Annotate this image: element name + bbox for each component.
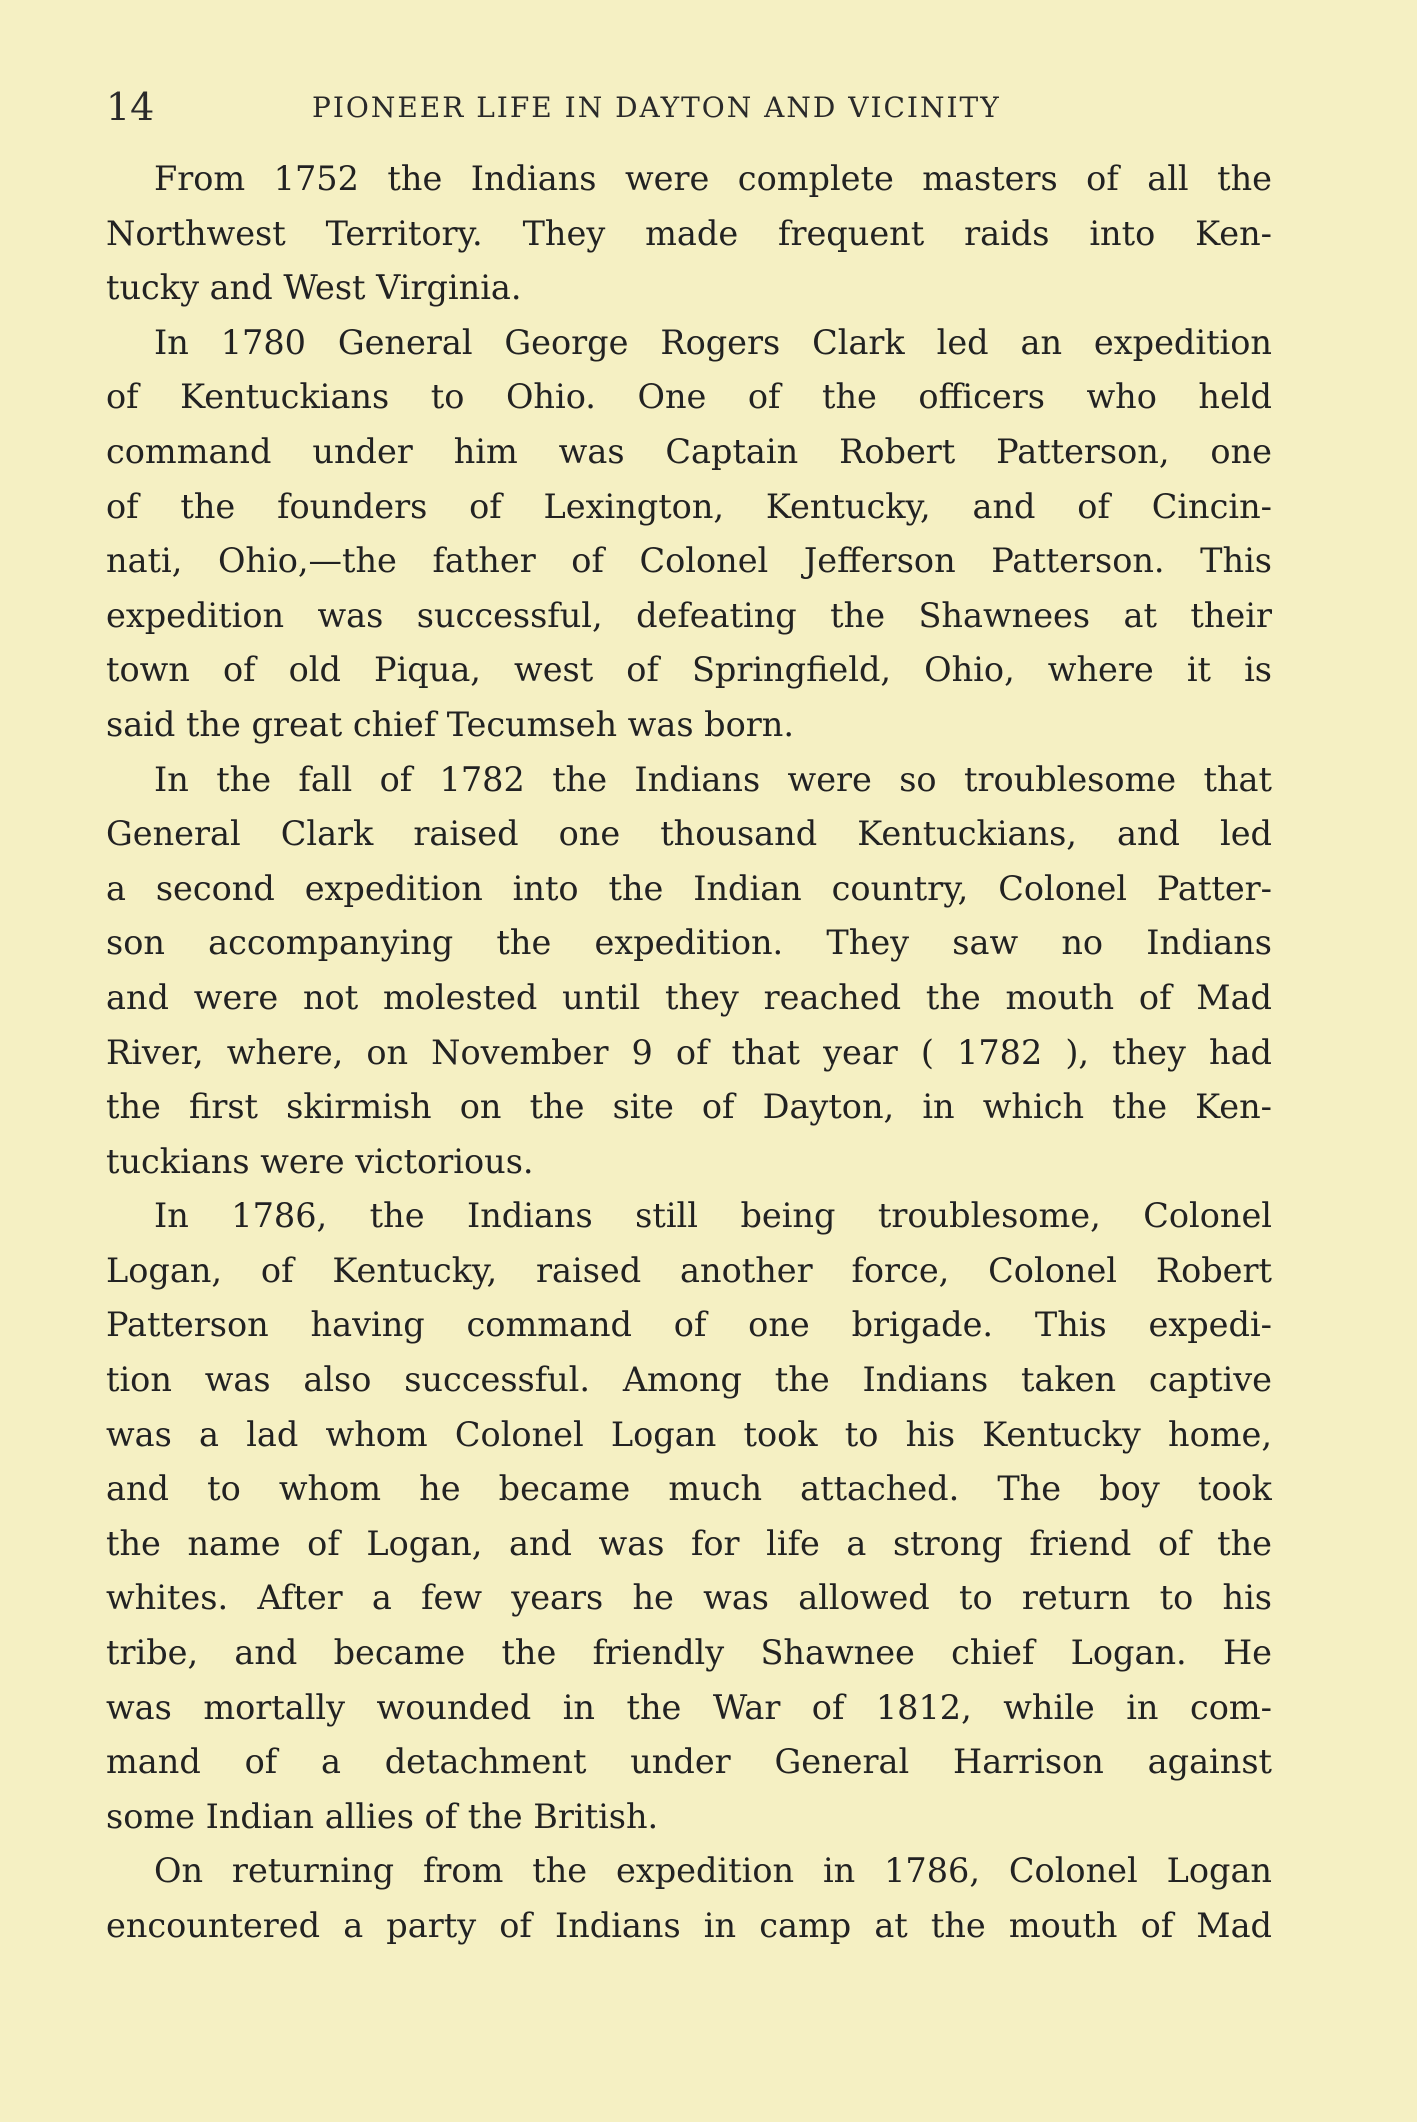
text-line: said the great chief Tecumseh was born. bbox=[106, 704, 795, 744]
text-line: was mortally wounded in the War of 1812, while in com- bbox=[106, 1687, 1272, 1727]
text-line: tuckians were victorious. bbox=[106, 1141, 534, 1181]
text-line: Patterson having command of one brigade. This expedi- bbox=[106, 1305, 1272, 1345]
text-line: of the founders of Lexington, Kentucky, and of Cincin- bbox=[106, 486, 1272, 526]
page-header bbox=[106, 82, 1272, 132]
text-line: tion was also successful. Among the Indians taken captive bbox=[106, 1360, 1272, 1400]
text-line: General Clark raised one thousand Kentuckians, and led bbox=[106, 814, 1272, 854]
page-number: 14 bbox=[106, 85, 155, 129]
text-line: tucky and West Virginia. bbox=[106, 268, 522, 308]
text-line: and to whom he became much attached. The boy took bbox=[106, 1469, 1272, 1509]
running-head: PIONEER LIFE IN DAYTON AND VICINITY bbox=[312, 91, 1001, 124]
text-line: tribe, and became the friendly Shawnee chief Logan. He bbox=[106, 1633, 1272, 1673]
text-line: some Indian allies of the British. bbox=[106, 1796, 659, 1836]
text-line: whites. After a few years he was allowed to return to his bbox=[106, 1578, 1272, 1618]
text-line: the name of Logan, and was for life a strong friend of the bbox=[106, 1523, 1272, 1563]
text-line: In 1786, the Indians still being troublesome, Colonel bbox=[154, 1196, 1272, 1236]
text-line: Logan, of Kentucky, raised another force, Colonel Robert bbox=[106, 1250, 1272, 1290]
text-line: a second expedition into the Indian country, Colonel Patter- bbox=[106, 868, 1272, 908]
text-line: town of old Piqua, west of Springfield, Ohio, where it is bbox=[106, 650, 1272, 690]
text-line: of Kentuckians to Ohio. One of the officers who held bbox=[106, 377, 1272, 417]
text-line: River, where, on November 9 of that year ( 1782 ), they had bbox=[106, 1032, 1272, 1072]
text-line: mand of a detachment under General Harrison against bbox=[106, 1742, 1272, 1782]
text-line: expedition was successful, defeating the Shawnees at their bbox=[106, 595, 1272, 635]
text-line: Northwest Territory. They made frequent raids into Ken- bbox=[106, 213, 1272, 253]
text-line: nati, Ohio,—the father of Colonel Jefferson Patterson. This bbox=[106, 541, 1272, 581]
text-line: encountered a party of Indians in camp at the mouth of Mad bbox=[106, 1906, 1272, 1945]
text-line: In 1780 General George Rogers Clark led an expedition bbox=[154, 322, 1272, 362]
text-line: On returning from the expedition in 1786, Colonel Logan bbox=[154, 1851, 1272, 1891]
text-line: the first skirmish on the site of Dayton, in which the Ken- bbox=[106, 1087, 1272, 1127]
body-text bbox=[106, 152, 1272, 1954]
text-line: From 1752 the Indians were complete masters of all the bbox=[154, 159, 1272, 198]
text-line: command under him was Captain Robert Patterson, one bbox=[106, 431, 1272, 471]
text-line: was a lad whom Colonel Logan took to his Kentucky home, bbox=[106, 1414, 1272, 1454]
text-line: son accompanying the expedition. They saw no Indians bbox=[106, 923, 1272, 963]
text-line: In the fall of 1782 the Indians were so troublesome that bbox=[154, 759, 1272, 799]
text-line: and were not molested until they reached the mouth of Mad bbox=[106, 977, 1272, 1017]
